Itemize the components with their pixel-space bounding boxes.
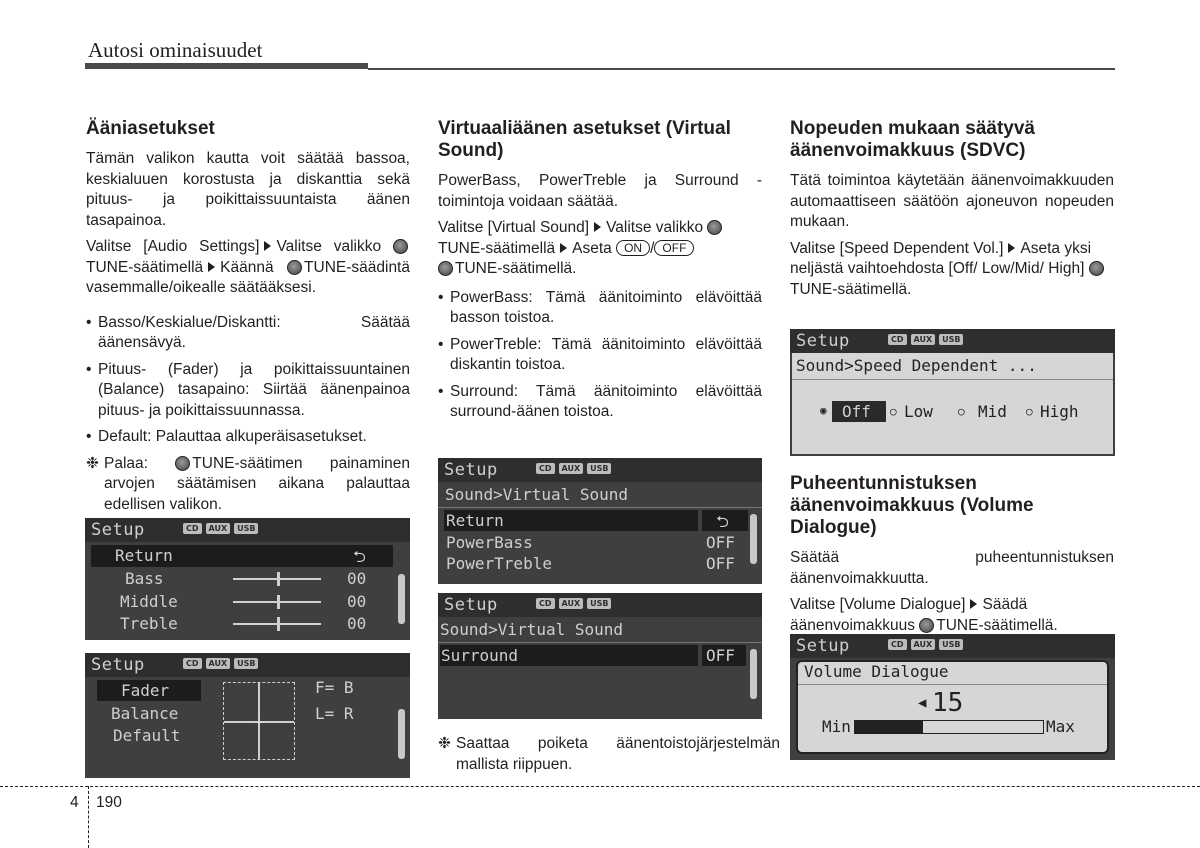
instruction-text: Valitse [Speed Dependent Vol.] (790, 239, 1004, 257)
bullet-list (438, 288, 762, 423)
scrollbar[interactable] (750, 649, 757, 699)
note (86, 454, 410, 516)
menu-item-powertreble[interactable]: PowerTreble (446, 554, 552, 573)
note (438, 734, 780, 775)
cd-badge: CD (536, 463, 555, 474)
instruction-text: Aseta (572, 239, 612, 257)
section-volume-dialogue (790, 473, 1114, 642)
footer-divider (88, 786, 89, 848)
intro-paragraph: Säätää puheentunnistuksen äänenvoimakkuutta. (790, 549, 1114, 587)
instruction-text: Säädä äänenvoimakkuus (790, 596, 1028, 634)
intro-paragraph: Tämän valikon kautta voit säätää bassoa, keskialuuen korostusta ja diskanttia sekä pituus- ja poikittaissuuntaista äänen tasapainoa. (86, 150, 410, 229)
powertreble-value: OFF (706, 554, 735, 573)
tune-knob-icon (175, 456, 190, 471)
lcd-screen-virtual-sound (438, 458, 762, 584)
option-off[interactable]: Off (842, 402, 871, 421)
path-divider (792, 379, 1113, 380)
screen-title: Setup (91, 520, 145, 540)
scrollbar[interactable] (750, 514, 757, 564)
lcd-screen-surround (438, 593, 762, 719)
intro-paragraph: PowerBass, PowerTreble ja Surround -toimintoja voidaan säätää. (438, 172, 762, 210)
note-text: Palaa: (104, 454, 148, 472)
bass-slider[interactable] (233, 578, 321, 580)
fader-value: F= B (315, 678, 354, 697)
menu-item-return[interactable]: Return (446, 511, 504, 530)
tune-knob-icon (1089, 261, 1104, 276)
volume-label: Volume Dialogue (804, 662, 949, 681)
instruction-text: Valitse [Virtual Sound] (438, 219, 590, 236)
tune-knob-icon (287, 260, 302, 275)
column-sdvc (790, 118, 1114, 306)
radio-empty-icon: ○ (1026, 405, 1033, 418)
instruction-text: TUNE-säätimellä. (790, 280, 912, 298)
header-bar (85, 63, 368, 69)
scrollbar[interactable] (398, 709, 405, 759)
column-audio-settings (86, 118, 410, 515)
usb-badge: USB (587, 463, 611, 474)
aux-badge: AUX (911, 639, 936, 650)
radio-bullet-icon: ◉ (820, 404, 827, 417)
instruction-paragraph (790, 239, 1114, 301)
arrow-right-icon (970, 599, 977, 609)
tune-knob-icon (919, 618, 934, 633)
instruction-text: Valitse valikko (276, 238, 382, 255)
on-button-icon: ON (616, 240, 650, 256)
aux-badge: AUX (559, 463, 584, 474)
option-high[interactable]: High (1040, 402, 1079, 421)
screen-topbar (438, 593, 762, 617)
aux-badge: AUX (911, 334, 936, 345)
note-symbol-icon: ❉ (438, 735, 451, 752)
menu-item-return[interactable]: Return (115, 546, 173, 565)
instruction-paragraph (86, 237, 410, 299)
speaker-icon: ◀ (918, 695, 927, 711)
screen-topbar (438, 458, 762, 482)
cd-badge: CD (183, 523, 202, 534)
menu-item-fader[interactable]: Fader (121, 681, 170, 700)
max-label: Max (1046, 717, 1075, 736)
balance-value: L= R (315, 704, 354, 723)
lcd-screen-speed-dependent (790, 329, 1115, 456)
list-item: • Pituus- (Fader) ja poikittaissuuntainen (Balance) tasapaino: Siirtää äänenpainoa pituus- ja poikittaissuunnassa. (86, 360, 410, 422)
screen-topbar (85, 653, 410, 677)
cd-badge: CD (183, 658, 202, 669)
header-rule (368, 68, 1115, 70)
surround-value: OFF (706, 646, 735, 665)
treble-value: 00 (347, 614, 367, 633)
page-header-title: Autosi ominaisuudet (88, 38, 263, 62)
powerbass-value: OFF (706, 533, 735, 552)
instruction-text: Valitse [Volume Dialogue] (790, 596, 966, 613)
label-divider (798, 684, 1107, 685)
min-label: Min (822, 717, 851, 736)
instruction-text: Valitse [Audio Settings] (86, 238, 260, 255)
aux-badge: AUX (206, 523, 231, 534)
tune-knob-icon (707, 220, 722, 235)
screen-topbar (85, 518, 410, 542)
list-item: • PowerTreble: Tämä äänitoiminto elävöittää diskantin toistoa. (438, 335, 762, 376)
menu-item-bass[interactable]: Bass (125, 569, 164, 588)
instruction-paragraph (790, 595, 1114, 636)
radio-empty-icon: ○ (958, 405, 965, 418)
menu-item-middle[interactable]: Middle (120, 592, 178, 611)
section-heading: Nopeuden mukaan säätyvä äänenvoimakkuus (SDVC) (790, 118, 1035, 161)
option-mid[interactable]: Mid (978, 402, 1007, 421)
volume-bar-fill (855, 721, 923, 733)
screen-title: Setup (444, 595, 498, 615)
middle-value: 00 (347, 592, 367, 611)
cd-badge: CD (536, 598, 555, 609)
instruction-text: TUNE-säätimellä. (936, 616, 1058, 634)
note-symbol-icon: ❉ (86, 454, 99, 472)
cd-badge: CD (888, 639, 907, 650)
section-heading: Ääniasetukset (86, 118, 215, 139)
section-number: 4 (70, 794, 79, 811)
menu-item-surround[interactable]: Surround (441, 646, 519, 665)
bass-value: 00 (347, 569, 367, 588)
arrow-right-icon (208, 262, 215, 272)
off-button-icon: OFF (654, 240, 694, 256)
volume-value: 15 (932, 688, 964, 718)
section-heading: Virtuaaliäänen asetukset (Virtual Sound) (438, 118, 731, 161)
usb-badge: USB (234, 523, 258, 534)
list-item: • PowerBass: Tämä äänitoiminto elävöittää basson toistoa. (438, 288, 762, 329)
cd-badge: CD (888, 334, 907, 345)
path-divider (438, 507, 762, 508)
instruction-text: Aseta yksi neljästä vaihtoehdosta [Off/ Low/Mid/ High] (790, 239, 1092, 277)
usb-badge: USB (939, 334, 963, 345)
page-number: 190 (96, 794, 122, 811)
path-divider (438, 642, 762, 643)
instruction-text: Käännä (220, 258, 274, 276)
middle-slider[interactable] (233, 601, 321, 603)
menu-item-powerbass[interactable]: PowerBass (446, 533, 533, 552)
lcd-screen-volume-dialogue (790, 634, 1115, 760)
instruction-text: TUNE-säätimellä (86, 258, 204, 276)
radio-empty-icon: ○ (890, 405, 897, 418)
column-virtual-sound (438, 118, 762, 429)
return-icon: ⮌ (716, 512, 729, 531)
screen-title: Setup (796, 636, 850, 656)
menu-item-balance[interactable]: Balance (111, 704, 179, 723)
screen-topbar (790, 634, 1115, 658)
screen-title: Setup (444, 460, 498, 480)
list-item: • Surround: Tämä äänitoiminto elävöittää surround-äänen toistoa. (438, 382, 762, 423)
instruction-text: TUNE-säätimellä. (455, 260, 577, 277)
separator: / (650, 239, 655, 257)
menu-item-treble[interactable]: Treble (120, 614, 178, 633)
instruction-text: TUNE-säätimellä (438, 239, 556, 257)
menu-item-default[interactable]: Default (113, 726, 181, 745)
intro-paragraph: Tätä toimintoa käytetään äänenvoimakkuuden automaattiseen säätöön ajoneuvon nopeuden mukaan. (790, 172, 1114, 230)
note-text: Saattaa poiketa äänentoistojärjestelmän mallista riippuen. (456, 735, 780, 773)
usb-badge: USB (587, 598, 611, 609)
arrow-right-icon (1008, 243, 1015, 253)
lcd-screen-tone (85, 518, 410, 640)
treble-slider[interactable] (233, 623, 321, 625)
usb-badge: USB (234, 658, 258, 669)
volume-bar[interactable] (854, 720, 1044, 734)
aux-badge: AUX (206, 658, 231, 669)
breadcrumb: Sound>Virtual Sound (445, 485, 629, 504)
instruction-text: TUNE-säädintä vasemmalle/oikealle säätääksesi. (86, 258, 410, 296)
tune-knob-icon (393, 239, 408, 254)
screen-title: Setup (91, 655, 145, 675)
scrollbar[interactable] (398, 574, 405, 624)
breadcrumb: Sound>Virtual Sound (440, 620, 624, 639)
screen-title: Setup (796, 331, 850, 351)
note-text: TUNE-säätimen painaminen arvojen säätämisen aikana palauttaa edellisen valikon. (104, 454, 410, 513)
arrow-right-icon (594, 222, 601, 232)
return-icon: ⮌ (353, 547, 366, 566)
aux-badge: AUX (559, 598, 584, 609)
balance-grid[interactable] (223, 682, 295, 760)
balance-marker-icon: + (255, 715, 263, 729)
section-heading: Puheentunnistuksen äänenvoimakkuus (Volume Dialogue) (790, 473, 1034, 538)
arrow-right-icon (560, 243, 567, 253)
screen-topbar (790, 329, 1115, 353)
arrow-right-icon (264, 241, 271, 251)
breadcrumb: Sound>Speed Dependent ... (796, 356, 1037, 375)
list-item: • Default: Palauttaa alkuperäisasetukset. (86, 427, 410, 448)
lcd-screen-balance (85, 653, 410, 778)
instruction-paragraph (438, 218, 762, 280)
option-low[interactable]: Low (904, 402, 933, 421)
footer-rule (0, 786, 1200, 787)
list-item: • Basso/Keskialue/Diskantti: Säätää äänensävyä. (86, 313, 410, 354)
bullet-list (86, 313, 410, 448)
usb-badge: USB (939, 639, 963, 650)
instruction-text: Valitse valikko (606, 219, 704, 236)
tune-knob-icon (438, 261, 453, 276)
